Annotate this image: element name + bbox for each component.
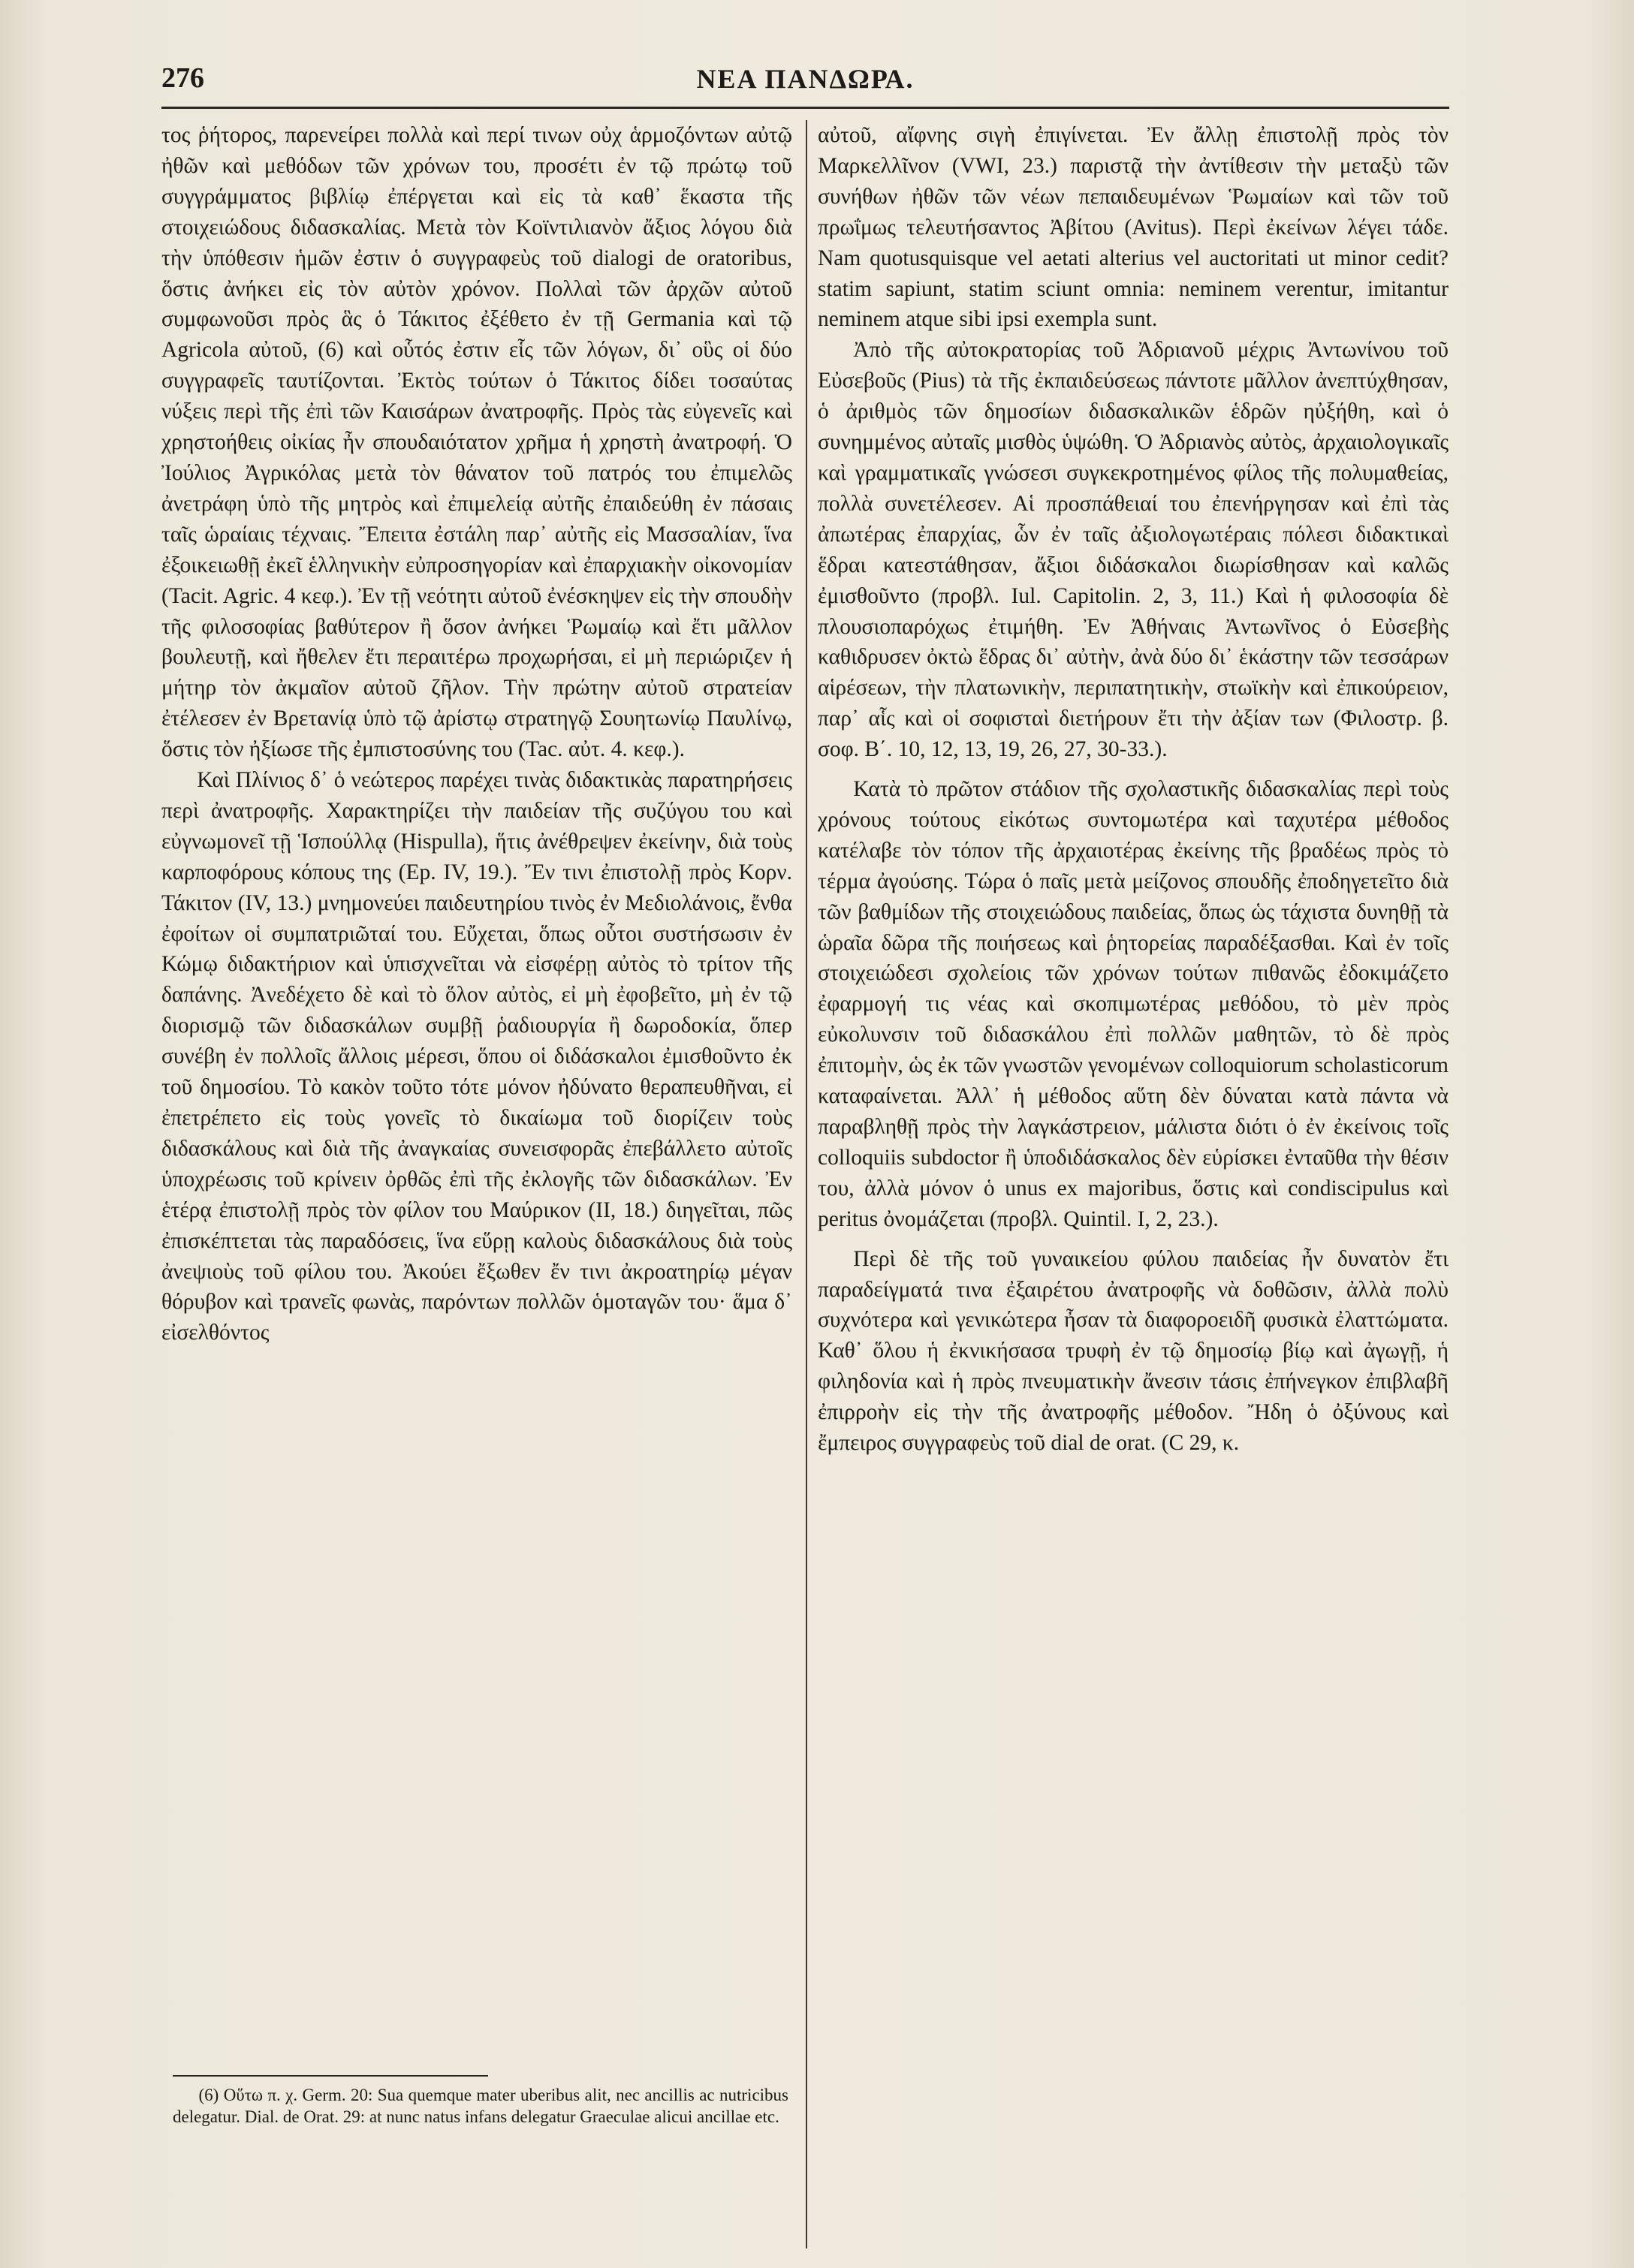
- left-paragraph-2: Καὶ Πλίνιος δ᾿ ὁ νεώτερος παρέχει τινὰς διδακτικὰς παρατηρήσεις περὶ ἀνατροφῆς. Χαρακτηρίζει τὴν παιδείαν τῆς συζύγου του καὶ εὐγνωμονεῖ τῇ Ἱσπούλλᾳ (Hispulla), ἥτις ἀνέθρεψεν ἐκείνην, διὰ τοὺς καρποφόρους κόπους της (Ep. IV, 19.). Ἔν τινι ἐπιστολῇ πρὸς Κορν. Τάκιτον (IV, 13.) μνημονεύει παιδευτηρίου τινὸς ἐν Μεδιολάνοις, ἔνθα ἐφοίτων οἱ συμπατριῶταί του. Εὔχεται, ὅπως οὗτοι συστήσωσιν ἐν Κώμῳ διδακτήριον καὶ ὑπισχνεῖται νὰ εἰσφέρῃ αὐτὸς τὸ τρίτον τῆς δαπάνης. Ἀνεδέχετο δὲ καὶ τὸ ὅλον αὐτὸς, εἰ μὴ ἐφοβεῖτο, μὴ ἐν τῷ διορισμῷ τῶν διδασκάλων συμβῇ ῥαδιουργία ἢ δωροδοκία, ὅπερ συνέβη ἐν πολλοῖς ἄλλοις μέρεσι, ὅπου οἱ διδάσκαλοι ἐμισθοῦντο ἐκ τοῦ δημοσίου. Τὸ κακὸν τοῦτο τότε μόνον ἠδύνατο θεραπευθῆναι, εἰ ἐπετρέπετο εἰς τοὺς γονεῖς τὸ δικαίωμα τοῦ διορίζειν τοὺς διδασκάλους καὶ διὰ τῆς ἀναγκαίας συνεισφορᾶς ἐπεβάλλετο αὐτοῖς ὑποχρέωσις τοῦ κρίνειν ὀρθῶς ἐπὶ τῆς ἐκλογῆς τῶν διδασκάλων. Ἐν ἑτέρᾳ ἐπιστολῇ πρὸς τὸν φίλον του Μαύρικον (II, 18.) διηγεῖται, πῶς ἐπισκέπτεται τὰς παραδόσεις, ἵνα εὕρῃ καλοὺς διδασκάλους διὰ τοὺς ἀνεψιοὺς τοῦ φίλου του. Ἀκούει ἔξωθεν ἔν τινι ἀκροατηρίῳ μέγαν θόρυβον καὶ τρανεῖς φωνὰς, παρόντων πολλῶν ὁμοταγῶν του· ἅμα δ᾿ εἰσελθόντος: [161, 768, 792, 1345]
- page-header: [161, 62, 1449, 99]
- footnote: (6) Οὕτω π. χ. Germ. 20: Sua quemque mater uberibus alit, nec ancillis ac nutricibus delegatur. Dial. de Orat. 29: at nunc natus infans delegatur Graeculae alicui ancillae etc.: [173, 2086, 788, 2126]
- header-rule: [161, 107, 1449, 109]
- right-paragraph-3: Κατὰ τὸ πρῶτον στάδιον τῆς σχολαστικῆς διδασκαλίας περὶ τοὺς χρόνους τούτους εἰκότως συντομωτέρα καὶ ταχυτέρα μέθοδος κατέλαβε τὸν τόπον τῆς ἀρχαιοτέρας ἐκείνης τῆς βραδέως πρὸς τὸ τέρμα ἀγούσης. Τώρα ὁ παῖς μετὰ μείζονος σπουδῆς ἐποδηγετεῖτο διὰ τῶν βαθμίδων τῆς στοιχειώδους παιδείας, ὅπως ὡς τάχιστα δυνηθῇ τὰ ὡραῖα δῶρα τῆς ποιήσεως καὶ ῥητορείας παραδέξασθαι. Καὶ ἐν τοῖς στοιχειώδεσι σχολείοις τῶν χρόνων τούτων πιθανῶς ἐδοκιμάζετο ἐφαρμογή τις νέας καὶ σκοπιμωτέρας μεθόδου, τὸ μὲν πρὸς εὐκολυνσιν τοῦ διδασκάλου ἐπὶ πολλῶν μαθητῶν, τὸ δὲ πρὸς ἐπιτομὴν, ὡς ἐκ τῶν γνωστῶν γενομένων colloquiorum scholasticorum καταφαίνεται. Ἀλλ᾿ ἡ μέθοδος αὕτη δὲν δύναται κατὰ πάντα νὰ παραβληθῇ πρὸς τὴν λαγκάστρειον, μάλιστα διότι ὁ ἐν ἐκείνοις τοῖς colloquiis subdoctor ἢ ὑποδιδάσκαλος δὲν εὑρίσκει ἐνταῦθα τὴν θέσιν του, ἀλλὰ μόνον ὁ unus ex majoribus, ὅστις καὶ condiscipulus καὶ peritus ὀνομάζεται (προβλ. Quintil. I, 2, 23.).: [818, 777, 1449, 1231]
- running-head: ΝΕΑ ΠΑΝΔΩΡΑ.: [696, 64, 915, 94]
- left-column: [161, 120, 792, 2057]
- right-column: [818, 120, 1449, 2248]
- right-paragraph-1: αὐτοῦ, αἴφνης σιγὴ ἐπιγίνεται. Ἐν ἄλλῃ ἐπιστολῇ πρὸς τὸν Μαρκελλῖνον (VWI, 23.) παριστᾷ τὴν ἀντίθεσιν τὴν μεταξὺ τῶν συνήθων ἠθῶν τῶν νέων πεπαιδευμένων Ῥωμαίων καὶ τῶν τοῦ πρωΐμως τελευτήσαντος Ἀβίτου (Avitus). Περὶ ἐκείνων λέγει τάδε. Nam quotusquisque vel aetati alterius vel auctoritati ut minor cedit? statim sapiunt, statim sciunt omnia: neminem verentur, imitantur neminem atque sibi ipsi exempla sunt.: [818, 123, 1449, 332]
- right-paragraph-2: Ἀπὸ τῆς αὐτοκρατορίας τοῦ Ἀδριανοῦ μέχρις Ἀντωνίνου τοῦ Εὐσεβοῦς (Pius) τὰ τῆς ἐκπαιδεύσεως πάντοτε μᾶλλον ἀνεπτύχθησαν, ὁ ἀριθμὸς τῶν δημοσίων διδασκαλικῶν ἑδρῶν ηὐξήθη, καὶ ὁ συνημμένος αὐταῖς μισθὸς ὑψώθη. Ὁ Ἀδριανὸς αὐτὸς, ἀρχαιολογικαῖς καὶ γραμματικαῖς γνώσεσι συγκεκροτημένος φίλος τῆς πολυμαθείας, πολλὰ συνετέλεσεν. Αἱ προσπάθειαί του ἐπενήργησαν καὶ ἐπὶ τὰς ἀπωτέρας ἐπαρχίας, ὧν ἐν ταῖς ἀξιολογωτέραις πόλεσι διδακτικαὶ ἕδραι κατεστάθησαν, ἄξιοι διδάσκαλοι διωρίσθησαν καὶ καλῶς ἐμισθοῦντο (προβλ. Iul. Capitolin. 2, 3, 11.) Καὶ ἡ φιλοσοφία δὲ πλουσιοπαρόχως ἐτιμήθη. Ἐν Ἀθήναις Ἀντωνῖνος ὁ Εὐσεβὴς καθιδρυσεν ὀκτὼ ἕδρας δι᾿ αὐτὴν, ἀνὰ δύο δι᾿ ἑκάστην τῶν τεσσάρων αἱρέσεων, τὴν πλατωνικὴν, περιπατητικὴν, στωϊκὴν καὶ ἐπικούρειον, παρ᾿ αἷς καὶ οἱ σοφισταὶ διετήρουν ἔτι τὴν ἀξίαν των (Φιλοστρ. β. σοφ. Β΄. 10, 12, 13, 19, 26, 27, 30-33.).: [818, 338, 1449, 762]
- column-divider: [806, 120, 807, 2248]
- left-paragraph-1: τος ῥήτορος, παρενείρει πολλὰ καὶ περί τινων οὐχ ἁρμοζόντων αὐτῷ ἠθῶν καὶ μεθόδων τῶν χρόνων του, προσέτι ἐν τῷ πρώτῳ τοῦ συγγράμματος βιβλίῳ ἐπέργεται καὶ εἰς τὰ καθ᾿ ἕκαστα τῆς στοιχειώδους διδασκαλίας. Μετὰ τὸν Κοϊντιλιανὸν ἄξιος λόγου διὰ τὴν ὑπόθεσιν ἡμῶν ἐστιν ὁ συγγραφεὺς τοῦ dialogi de oratoribus, ὅστις ἀνήκει εἰς τὸν αὐτὸν χρόνον. Πολλαὶ τῶν ἀρχῶν αὐτοῦ συμφωνοῦσι πρὸς ἃς ὁ Τάκιτος ἐξέθετο ἐν τῇ Germania καὶ τῷ Agricola αὐτοῦ, (6) καὶ οὗτός ἐστιν εἷς τῶν λόγων, δι᾿ οὓς οἱ δύο συγγραφεῖς ταυτίζονται. Ἐκτὸς τούτων ὁ Τάκιτος δίδει τοσαύτας νύξεις περὶ τῆς ἐπὶ τῶν Καισάρων ἀνατροφῆς. Πρὸς τὰς εὐγενεῖς καὶ χρηστοήθεις οἰκίας ἦν σπουδαιότατον χρῆμα ἡ χρηστὴ ἀνατροφή. Ὁ Ἰούλιος Ἀγρικόλας μετὰ τὸν θάνατον τοῦ πατρός του ἐπιμελῶς ἀνετράφη ὑπὸ τῆς μητρὸς καὶ ἐπιμελείᾳ αὐτῆς ἐπαιδεύθη ἐν πάσαις ταῖς ὡραίαις τέχναις. Ἔπειτα ἐστάλη παρ᾿ αὐτῆς εἰς Μασσαλίαν, ἵνα ἐξοικειωθῇ ἐκεῖ ἑλληνικὴν εὐπροσηγορίαν καὶ ἐπαρχιακὴν οἰκονομίαν (Tacit. Agric. 4 κεφ.). Ἐν τῇ νεότητι αὐτοῦ ἐνέσκηψεν εἰς τὴν σπουδὴν τῆς φιλοσοφίας βαθύτερον ἢ ὅσον ἀνήκει Ῥωμαίῳ καὶ ἔτι μᾶλλον βουλευτῇ, καὶ ἤθελεν ἔτι περαιτέρω προχωρήσαι, εἰ μὴ περιώριζεν ἡ μήτηρ τὸν ἀκμαῖον αὐτοῦ ζῆλον. Τὴν πρώτην αὐτοῦ στρατείαν ἐτέλεσεν ἐν Βρετανίᾳ ὑπὸ τῷ ἀρίστῳ στρατηγῷ Σουητωνίῳ Παυλίνῳ, ὅστις τὸν ἠξίωσε τῆς ἐμπιστοσύνης του (Tac. αὐτ. 4. κεφ.).: [161, 123, 792, 762]
- page-number: 276: [161, 62, 204, 94]
- footnote-rule: [173, 2075, 488, 2077]
- right-paragraph-4: Περὶ δὲ τῆς τοῦ γυναικείου φύλου παιδείας ἦν δυνατὸν ἔτι παραδείγματά τινα ἐξαιρέτου ἀνατροφῆς νὰ δοθῶσιν, ἀλλὰ πολὺ συχνότερα καὶ γενικώτερα ἦσαν τὰ διαφοροειδῆ φυσικὰ ἐλαττώματα. Καθ᾿ ὅλου ἡ ἐκνικήσασα τρυφὴ ἐν τῷ δημοσίῳ βίῳ καὶ ἀγωγῇ, ἡ φιληδονία καὶ ἡ πρὸς πνευματικὴν ἄνεσιν τάσις ἐπήνεγκον ἐπιβλαβῆ ἐπιρροὴν εἰς τὴν τῆς ἀνατροφῆς μέθοδον. Ἤδη ὁ ὀξύνους καὶ ἔμπειρος συγγραφεὺς τοῦ dial de orat. (C 29, κ.: [818, 1246, 1449, 1456]
